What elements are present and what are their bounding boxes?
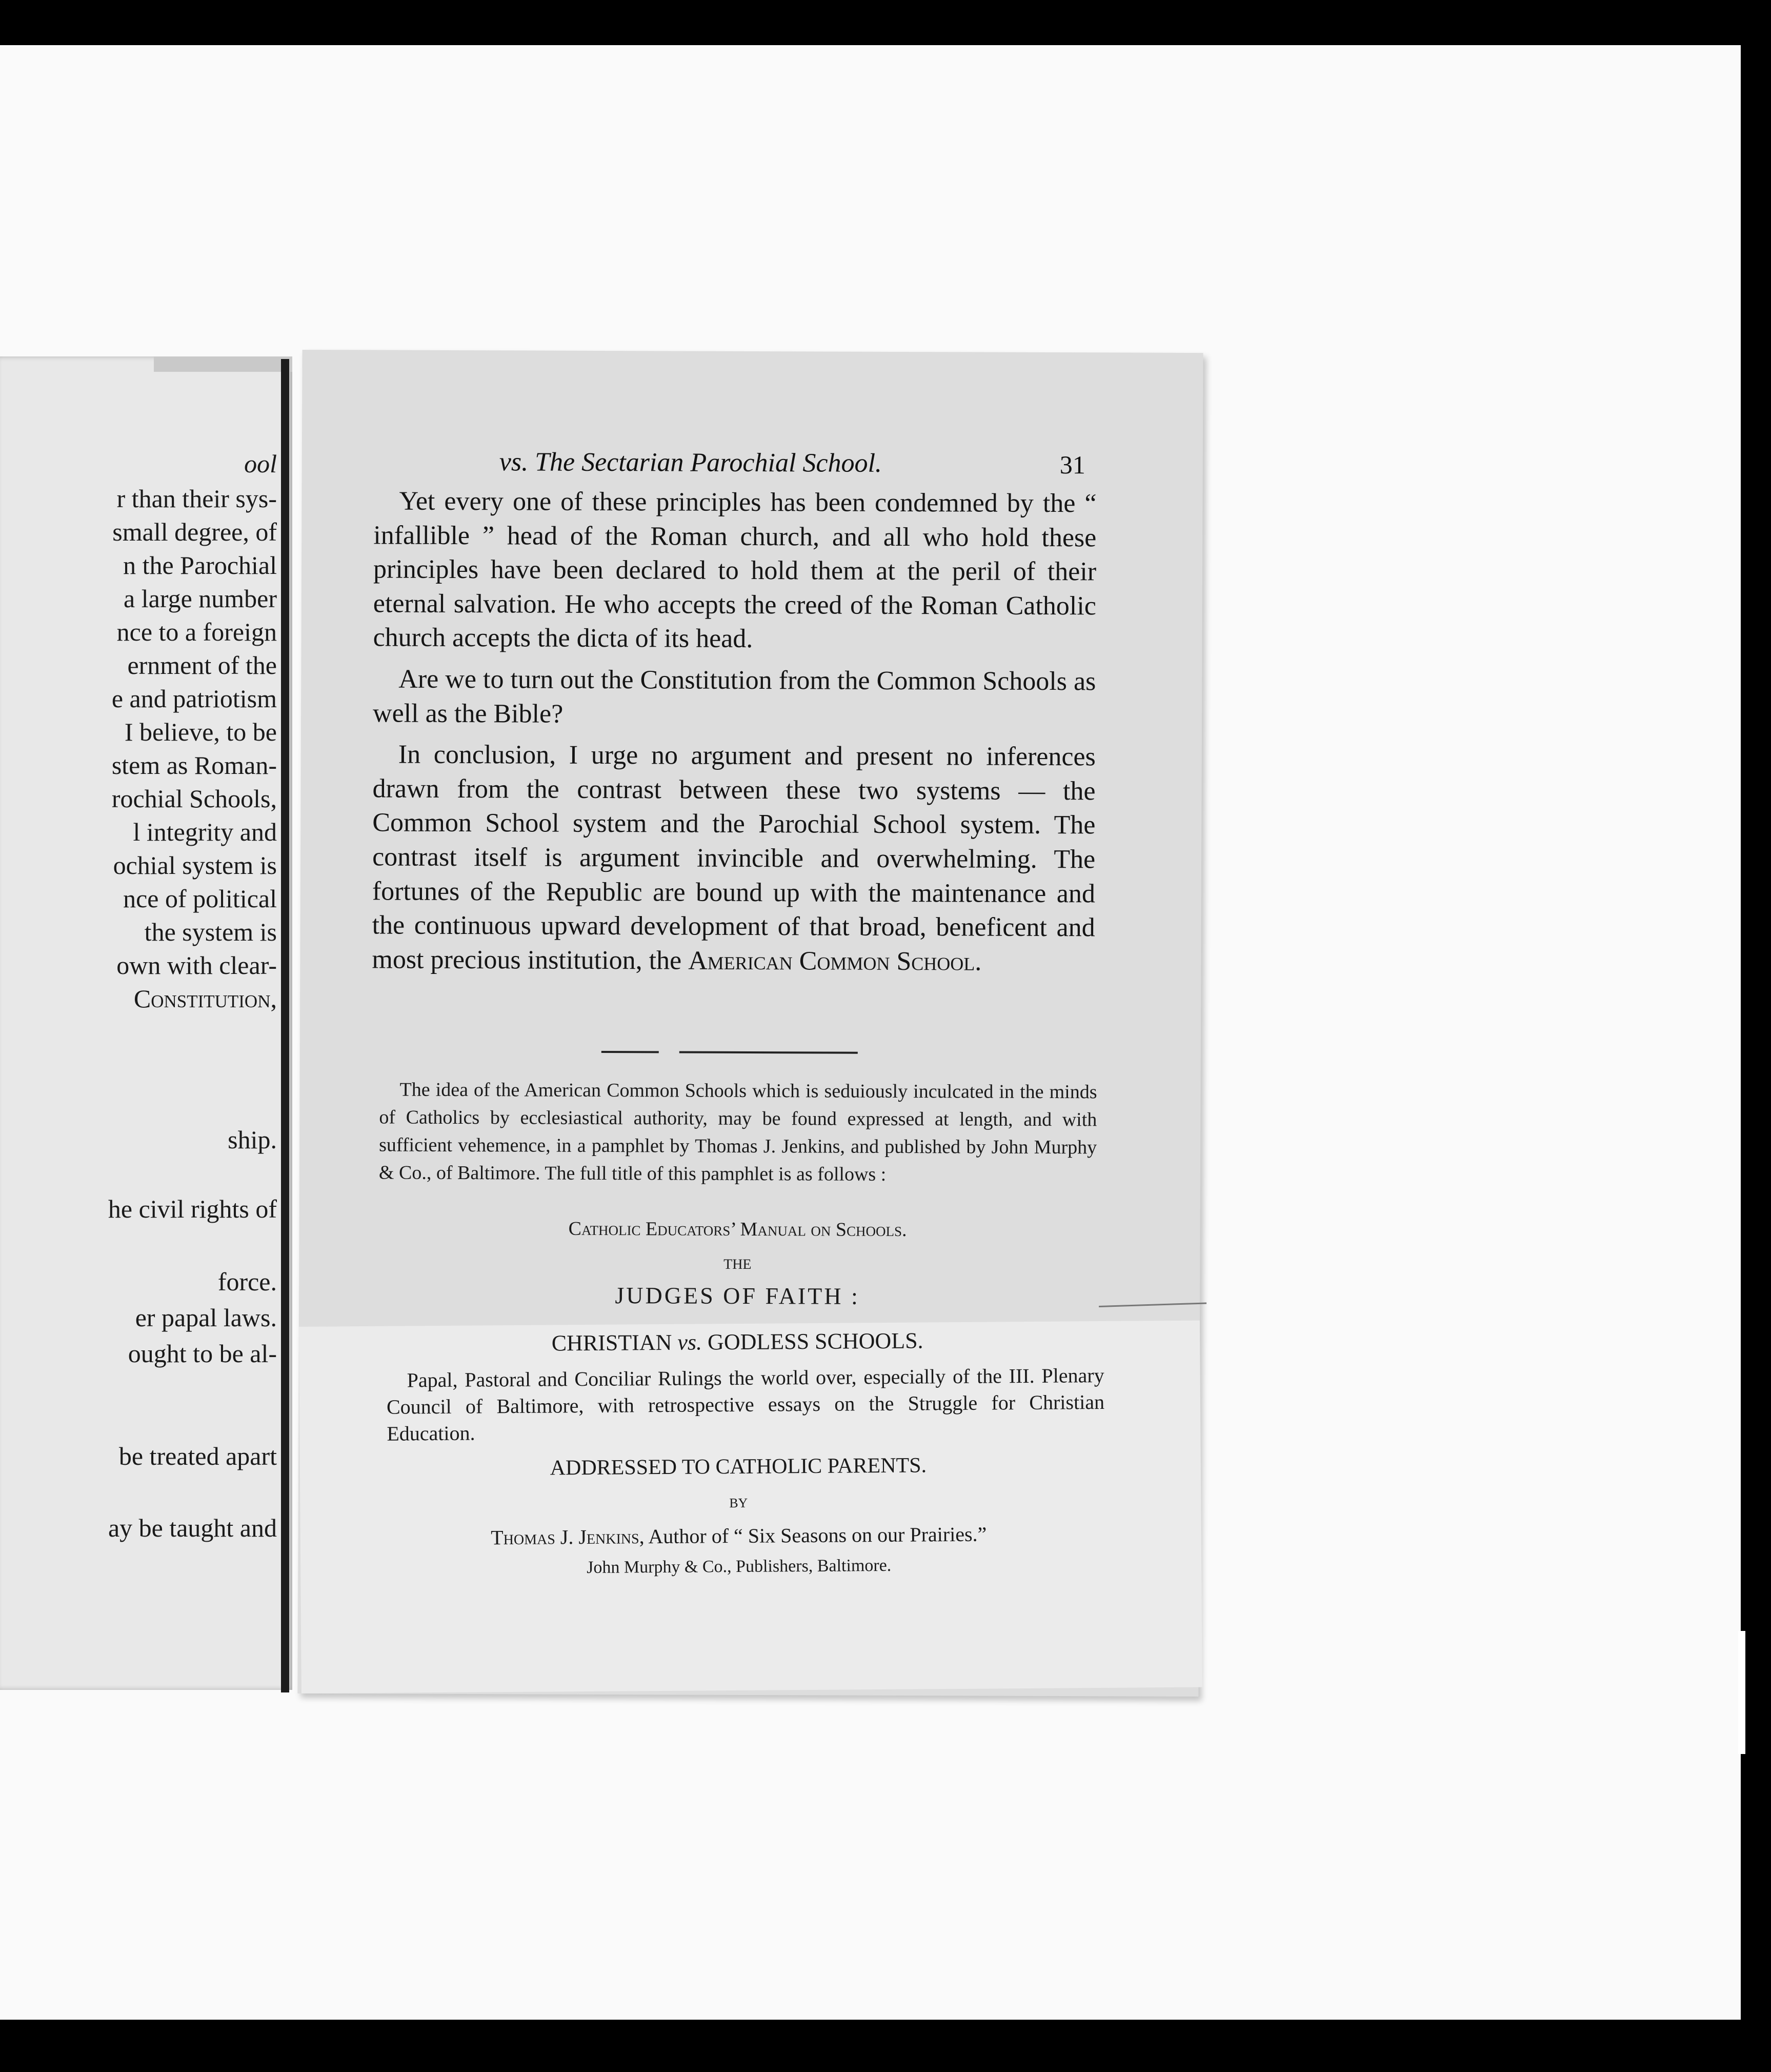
- paragraph: [372, 738, 1096, 980]
- pamphlet-audience: ADDRESSED TO CATHOLIC PARENTS.: [550, 1453, 927, 1480]
- scan-border-right: [1741, 0, 1771, 2072]
- main-text: [372, 484, 1096, 986]
- running-head: vs. The Sectarian Parochial School.: [499, 447, 882, 478]
- author-credit: Author of “ Six Seasons on our Prairies.”: [648, 1522, 987, 1548]
- pamphlet-subtitle-line: [378, 1326, 1096, 1358]
- left-line: ernment of the: [127, 651, 277, 680]
- subtitle-word: GODLESS SCHOOLS.: [707, 1328, 923, 1355]
- left-running-head: ool: [244, 449, 277, 478]
- book-gutter: [281, 359, 289, 1692]
- left-line: nce of political: [123, 884, 277, 913]
- subtitle-word: CHRISTIAN: [551, 1329, 672, 1356]
- footnote: [379, 1075, 1097, 1189]
- publisher-line: John Murphy & Co., Publishers, Baltimore.: [587, 1556, 892, 1578]
- closing-phrase: American Common School.: [688, 946, 982, 977]
- paper-tear: [1099, 1302, 1206, 1307]
- author-name: Thomas J. Jenkins,: [491, 1525, 645, 1549]
- right-page: [297, 350, 1203, 1697]
- left-page: [0, 356, 292, 1690]
- left-line: I believe, to be: [124, 718, 277, 746]
- left-line: ay be taught and: [108, 1513, 277, 1542]
- left-line: e and patriotism: [111, 684, 277, 713]
- section-divider: [601, 1051, 858, 1054]
- paragraph-text: In conclusion, I urge no argument and present no inferences drawn from the contrast between these two systems — the Common School system and the Parochial School system. The contrast itself is argument invincible and overwhelming. The fortunes of the Republic are bound up with the maintenance and the continuous upward development of that broad, beneficent and most precious institution, the: [372, 740, 1096, 975]
- left-line: force.: [217, 1267, 277, 1296]
- left-line: own with clear-: [116, 951, 277, 980]
- left-line: Constitution,: [133, 984, 277, 1013]
- left-line: r than their sys-: [116, 484, 277, 513]
- paragraph: Are we to turn out the Constitution from the Common Schools as well as the Bible?: [373, 664, 1096, 729]
- pamphlet-description: Papal, Pastoral and Conciliar Rulings the world over, especially of the III. Plenary Council of Baltimore, with retrospective essays on the Struggle for Christian Education.: [386, 1363, 1105, 1445]
- author-line: [380, 1521, 1098, 1550]
- paragraph: Yet every one of these principles has been condemned by the “ infallible ” head of the Roman church, and all who hold these principles have been declared to hold them at the peril of their eternal salvation. He who accepts the creed of the Roman Catholic church accepts the dicta of its head.: [373, 486, 1097, 654]
- pamphlet-series-title: Catholic Educators’ Manual on Schools.: [568, 1218, 907, 1241]
- left-line: n the Parochial: [123, 551, 277, 580]
- divider-gap: [659, 1050, 679, 1054]
- left-line: l integrity and: [133, 818, 277, 846]
- left-line: stem as Roman-: [111, 751, 277, 780]
- page-number: 31: [1059, 450, 1085, 480]
- left-line: be treated apart: [118, 1442, 277, 1470]
- pamphlet-title: JUDGES OF FAITH :: [615, 1282, 860, 1309]
- footnote-text: The idea of the American Common Schools which is seduiously inculcated in the minds of Catholics by ecclesiastical authority, may be found expressed at length, and with sufficient vehemence, in a pamphlet by Thomas J. Jenkins, and published by John Murphy & Co., of Baltimore. The full title of this pamphlet is as follows :: [378, 1079, 1097, 1185]
- subtitle-versus: vs.: [677, 1329, 702, 1355]
- left-line: ochial system is: [113, 851, 277, 880]
- left-line: rochial Schools,: [111, 784, 277, 813]
- title-article: THE: [723, 1256, 752, 1273]
- lower-folded-strip: [299, 1321, 1202, 1694]
- left-line: nce to a foreign: [116, 617, 277, 646]
- scan-border-mark: [1738, 1631, 1745, 1754]
- left-line: a large number: [124, 584, 277, 613]
- left-line: ship.: [228, 1125, 277, 1154]
- left-line: ought to be al-: [128, 1339, 277, 1368]
- left-line: small degree, of: [112, 517, 277, 546]
- left-line: er papal laws.: [135, 1303, 277, 1332]
- by-line: BY: [729, 1495, 748, 1511]
- page-edge-shadow: [154, 356, 292, 372]
- left-line: the system is: [144, 918, 277, 946]
- left-line: he civil rights of: [108, 1194, 277, 1223]
